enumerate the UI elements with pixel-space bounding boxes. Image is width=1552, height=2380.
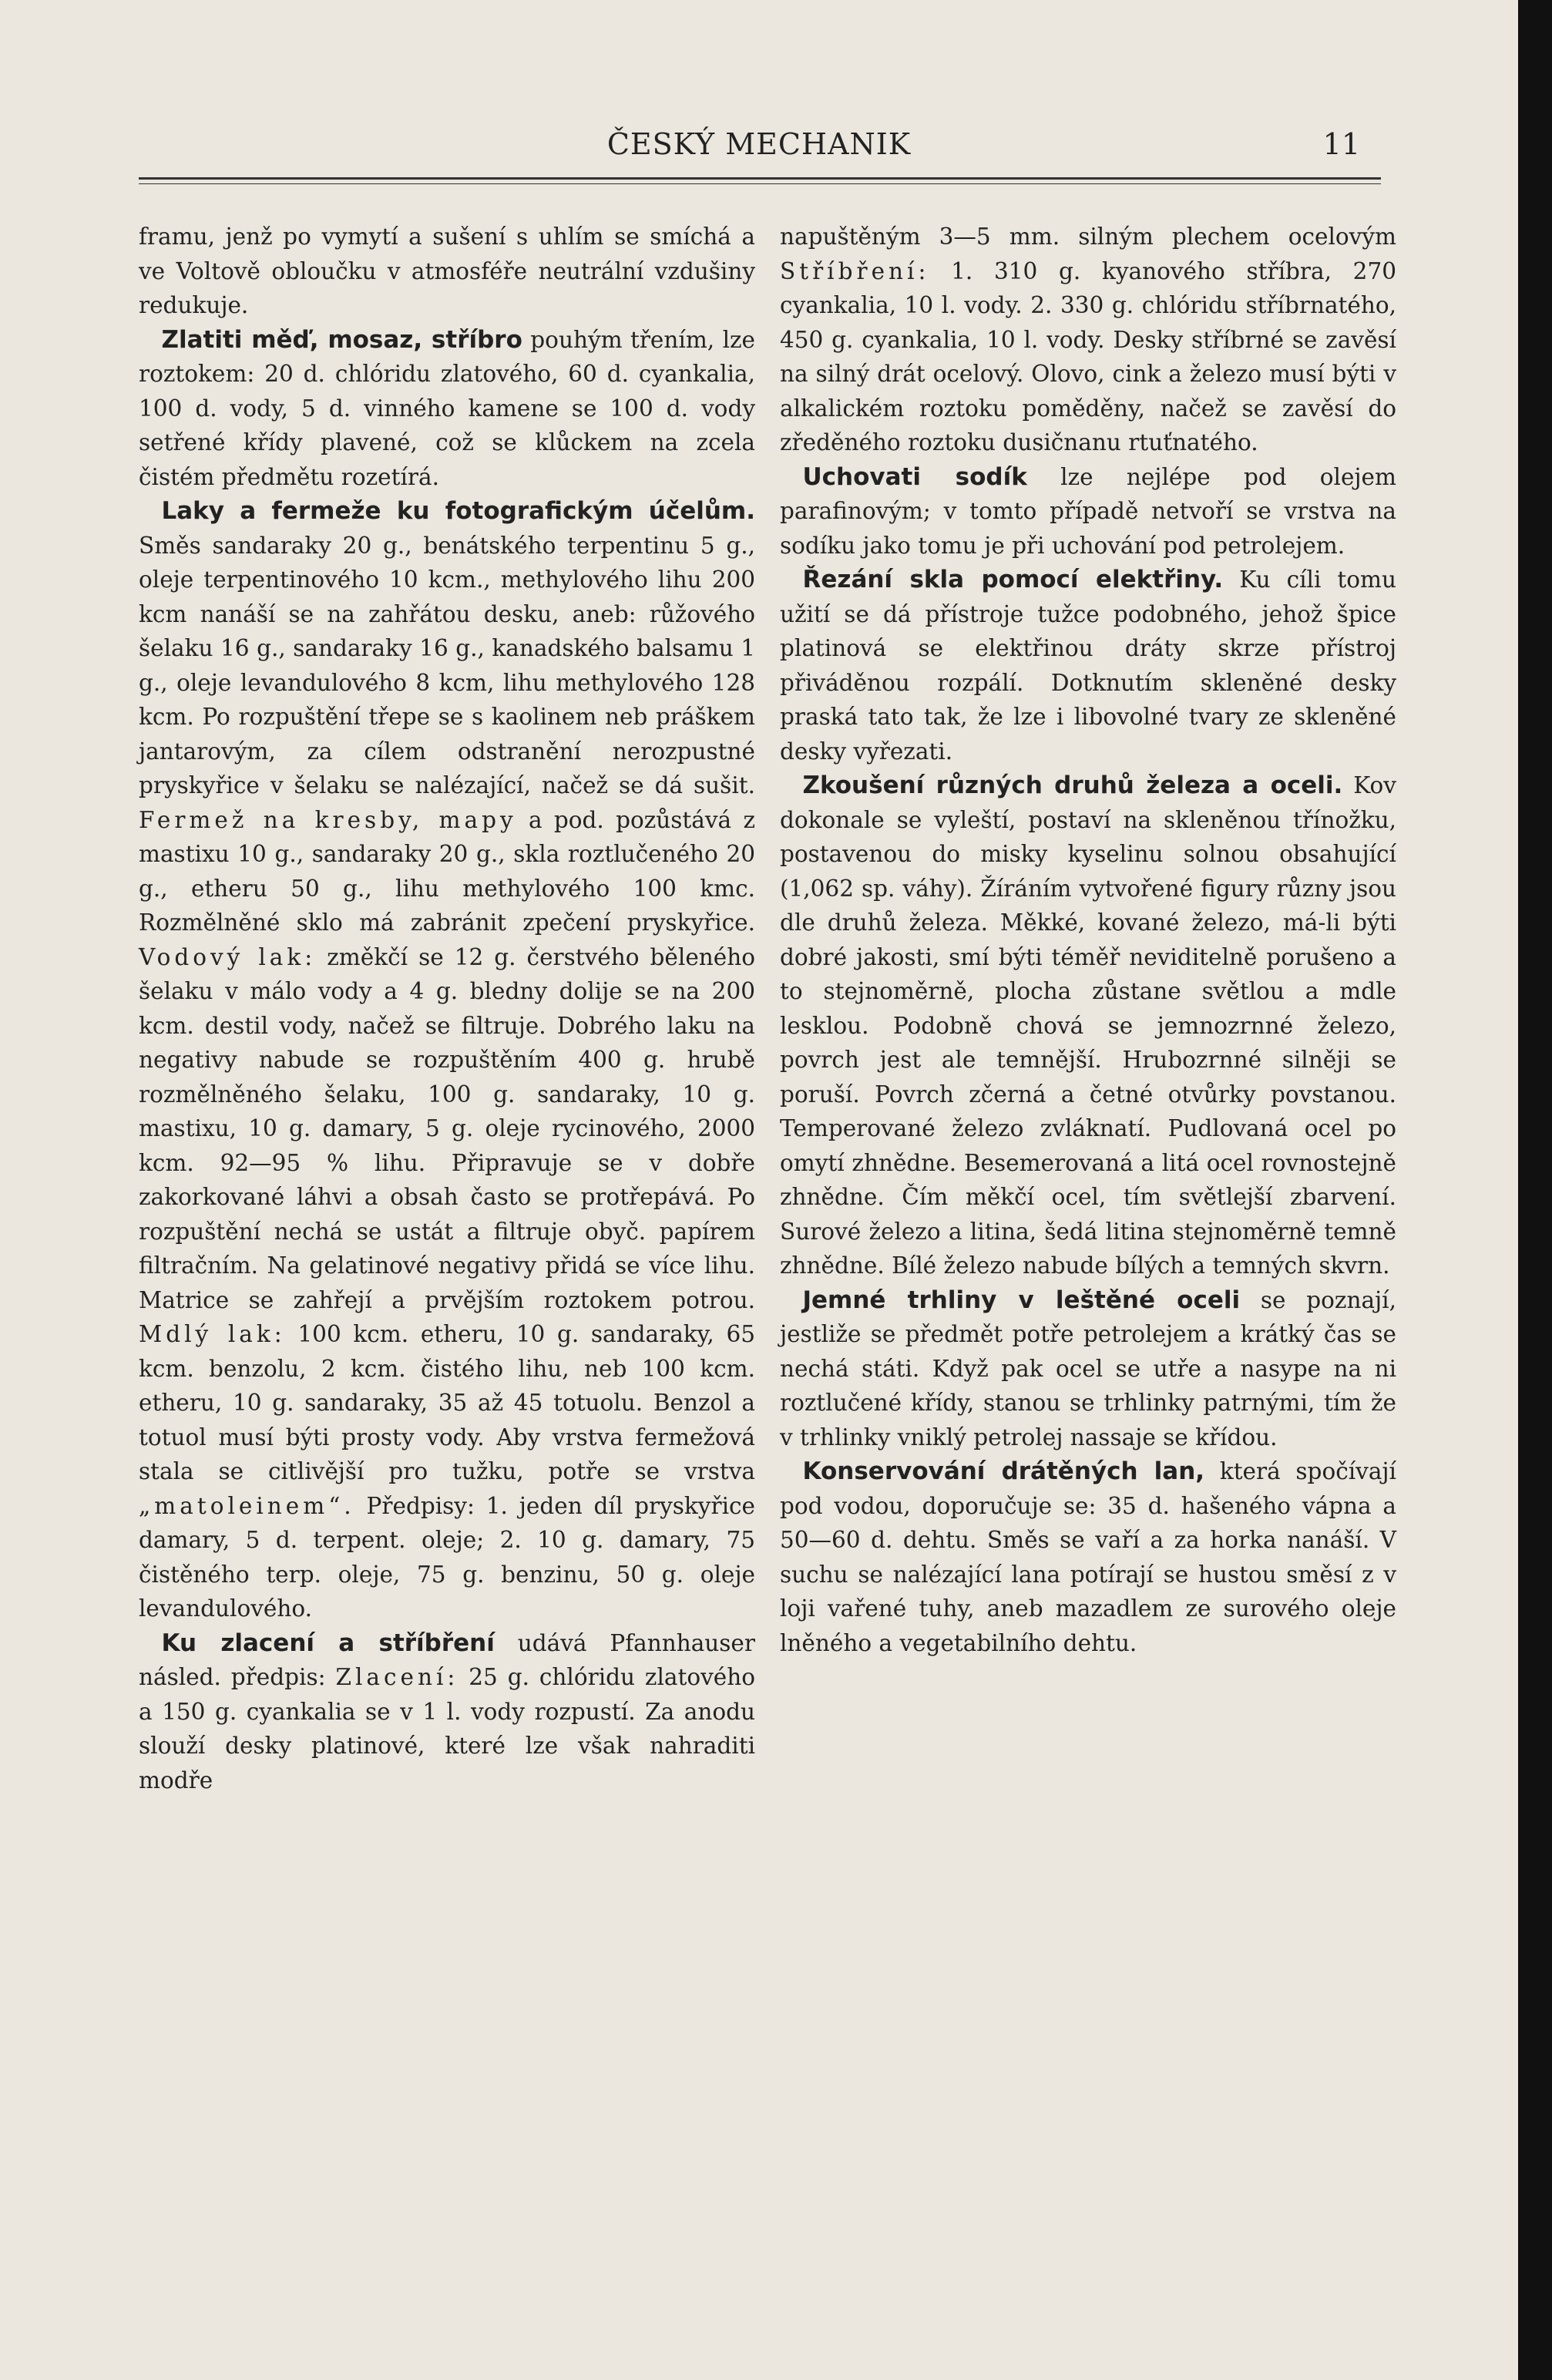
paragraph-text: 25 g. chlóridu zlatového a 150 g. cyankalia se v 1 l. vody rozpustí. Za anodu slouží desky platinové, které lze však nahraditi modře <box>139 1664 755 1793</box>
section-heading: Jemné trhliny v leštěné oceli <box>802 1286 1241 1314</box>
paragraph <box>780 460 1396 563</box>
header-rule <box>139 177 1381 180</box>
scan-edge <box>1518 0 1552 2380</box>
section-heading: Konservování drátěných lan, <box>802 1457 1205 1485</box>
running-title: ČESKÝ MECHANIK <box>606 127 912 161</box>
section-heading: Řezání skla pomocí elektřiny. <box>802 566 1224 593</box>
paragraph-text: lze nejlépe pod olejem parafinovým; v tomto případě netvoří se vrstva na sodíku jako tomu je při uchování pod petrolejem. <box>780 463 1396 559</box>
spaced-term: Fermež na kresby, mapy <box>139 806 517 833</box>
spaced-term: Mdlý lak: <box>139 1321 286 1347</box>
paragraph-text: 100 kcm. etheru, 10 g. sandaraky, 65 kcm. benzolu, 2 kcm. čistého lihu, neb 100 kcm. etheru, 10 g. sandaraky, 35 až 45 totuolu. Benzol a totuol musí býti prosty vody. Aby vrstva fermežová stala se citlivější pro tužku, potře se vrstva <box>139 1321 756 1484</box>
paragraph <box>139 220 755 323</box>
section-heading: Zkoušení různých druhů železa a oceli. <box>802 771 1343 799</box>
paragraph <box>780 220 1396 460</box>
section-heading: Laky a fermeže ku fotografickým účelům. <box>161 497 755 525</box>
section-heading: Ku zlacení a stříbření <box>161 1629 495 1657</box>
paragraph <box>139 1626 755 1798</box>
paragraph-text: se poznají, jestliže se předmět potře petrolejem a krátký čas se nechá státi. Když pak ocel se utře a nasype na ni roztlučené křídy, stanou se trhlinky patrnými, tím že v trhlinky vniklý petrolej nassaje se křídou. <box>780 1286 1396 1451</box>
left-column <box>139 220 755 1797</box>
section-heading: Uchovati sodík <box>802 462 1027 491</box>
header-rule-thin <box>139 183 1381 184</box>
paragraph <box>139 323 755 495</box>
spaced-term: Zlacení: <box>335 1664 459 1690</box>
paragraph <box>780 1283 1396 1455</box>
paragraph <box>139 494 755 1626</box>
paragraph-text: Směs sandaraky 20 g., benátského terpentinu 5 g., oleje terpentinového 10 kcm., methylového lihu 200 kcm nanáší se na zahřátou desku, aneb: růžového šelaku 16 g., sandaraky 16 g., kanadského balsamu 1 g., oleje levandulového 8 kcm, lihu methylového 128 kcm. Po rozpuštění třepe se s kaolinem neb práškem jantarovým, za cílem odstranění nerozpustné pryskyřice v šelaku se nalézající, načež se dá sušit. <box>139 532 755 798</box>
paragraph-text: a pod. pozůstává z mastixu 10 g., sandaraky 20 g., skla roztlučeného 20 g., etheru 50 g., lihu methylového 100 kmc. Rozmělněné sklo má zabránit zpečení pryskyřice. <box>139 806 755 936</box>
paragraph-text: Ku cíli tomu užití se dá přístroje tužce podobného, jehož špice platinová se elektřinou dráty skrze přístroj přiváděnou rozpálí. Dotknutím skleněné desky praská tato tak, že lze i libovolné tvary ze skleněné desky vyřezati. <box>780 566 1396 765</box>
spaced-term: „matoleinem“. <box>139 1492 355 1519</box>
paragraph-text: která spočívají pod vodou, doporučuje se: 35 d. hašeného vápna a 50—60 d. dehtu. Směs se vaří a za horka nanáší. V suchu se nalézající lana potírají se hustou směsí z v loji vařené tuhy, aneb mazadlem ze surového oleje lněného a vegetabilního dehtu. <box>780 1458 1396 1656</box>
section-heading: Zlatiti měď, mosaz, stříbro <box>161 325 522 354</box>
paragraph <box>780 563 1396 768</box>
paragraph <box>780 1454 1396 1660</box>
paragraph-text: Kov dokonale se vyleští, postaví na skleněnou třínožku, postavenou do misky kyselinu solnou obsahující (1,062 sp. váhy). Žíráním vytvořené figury různy jsou dle druhů železa. Měkké, kované železo, má-li býti dobré jakosti, smí býti téměř neviditelně porušeno a to stejnoměrně, plocha zůstane světlou a mdle lesklou. Podobně chová se jemnozrnné železo, povrch jest ale temnější. Hrubozrnné silněji se poruší. Povrch zčerná a četné otvůrky povstanou. Temperované železo zvláknatí. Pudlovaná ocel po omytí zhnědne. Besemerovaná a litá ocel rovnostejně zhnědne. Čím měkčí ocel, tím světlejší zbarvení. Surové železo a litina, šedá litina stejnoměrně temně zhnědne. Bílé železo nabude bílých a temných skvrn. <box>780 772 1396 1279</box>
page-number: 11 <box>1322 127 1360 161</box>
spaced-term: Vodový lak: <box>139 943 317 970</box>
paragraph-text: Předpisy: 1. jeden díl pryskyřice damary, 5 d. terpent. oleje; 2. 10 g. damary, 75 čistěného terp. oleje, 75 g. benzinu, 50 g. oleje levandulového. <box>139 1492 755 1622</box>
paragraph-text: 1. 310 g. kyanového stříbra, 270 cyankalia, 10 l. vody. 2. 330 g. chlóridu stříbrnatého, 450 g. cyankalia, 10 l. vody. Desky stříbrné se zavěsí na silný drát ocelový. Olovo, cink a železo musí býti v alkalickém roztoku poměděny, načež se zavěsí do zředěného roztoku dusičnanu rtuťnatého. <box>780 257 1396 455</box>
right-column <box>780 220 1396 1660</box>
paragraph <box>780 768 1396 1283</box>
paragraph-text: napuštěným 3—5 mm. silným plechem ocelovým <box>780 224 1396 250</box>
paragraph-text: udává Pfannhauser násled. předpis: <box>139 1629 755 1690</box>
paragraph-text: framu, jenž po vymytí a sušení s uhlím se smíchá a ve Voltově obloučku v atmosféře neutrální vzdušiny redukuje. <box>139 224 755 318</box>
paragraph-text: pouhým třením, lze roztokem: 20 d. chlóridu zlatového, 60 d. cyankalia, 100 d. vody, 5 d. vinného kamene se 100 d. vody setřené křídy plavené, což se klůckem na zcela čistém předmětu rozetírá. <box>139 326 755 490</box>
spaced-term: Stříbření: <box>780 257 930 284</box>
paragraph-text: změkčí se 12 g. čerstvého běleného šelaku v málo vody a 4 g. bledny dolije se na 200 kcm. destil vody, načež se filtruje. Dobrého laku na negativy nabude se rozpuštěním 400 g. hrubě rozmělněného šelaku, 100 g. sandaraky, 10 g. mastixu, 10 g. damary, 5 g. oleje rycinového, 2000 kcm. 92—95 % lihu. Připravuje se v dobře zakorkované láhvi a obsah často se protřepává. Po rozpuštění nechá se ustát a filtruje obyč. papírem filtračním. Na gelatinové negativy přidá se více lihu. Matrice se zahřejí a prvějším roztokem potrou. <box>139 943 755 1313</box>
page-header <box>135 127 1383 173</box>
